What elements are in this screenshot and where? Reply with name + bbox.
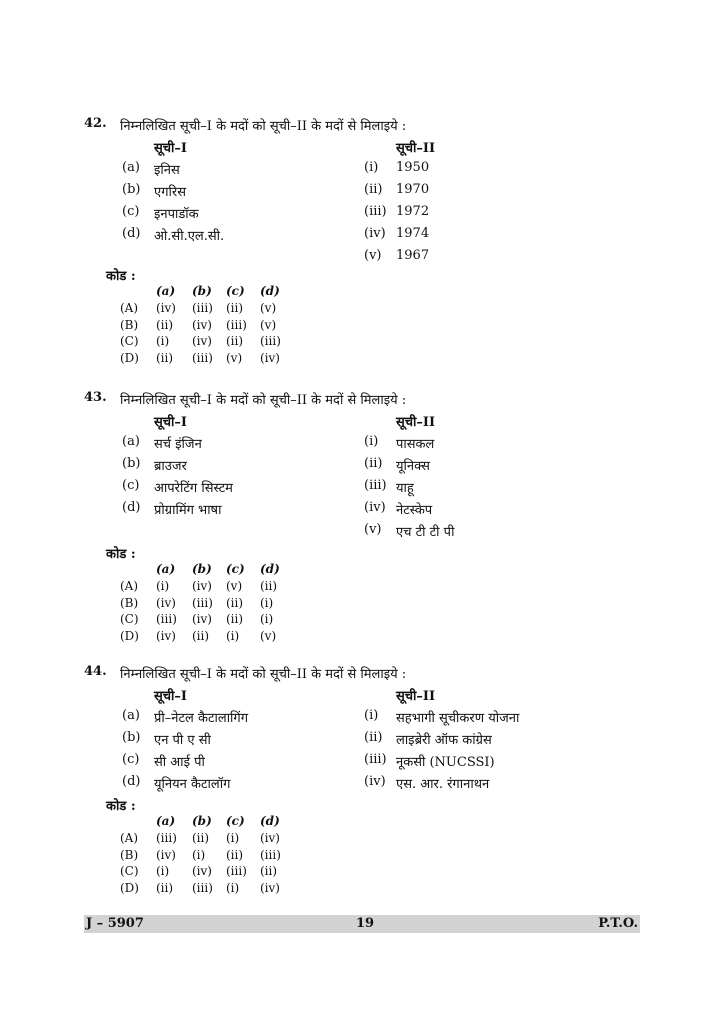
list1-title: सूची–I	[154, 689, 187, 704]
list2-item: पासकल	[396, 437, 435, 452]
code-cell: (v)	[260, 300, 277, 315]
list2-title: सूची–II	[396, 689, 436, 704]
list1-label: (a)	[122, 708, 140, 723]
list2-label: (ii)	[364, 456, 383, 471]
paper-code: J – 5907	[86, 916, 144, 931]
code-cell: (iv)	[192, 317, 212, 332]
code-cell: (i)	[156, 864, 170, 879]
list-row	[84, 226, 644, 248]
list2-item: यूनिक्स	[396, 459, 430, 474]
list-row	[84, 248, 644, 266]
code-cell: (iii)	[226, 864, 247, 879]
code-header: (b)	[192, 284, 212, 298]
code-cell: (i)	[156, 578, 170, 593]
code-cell: (iv)	[156, 847, 176, 862]
code-header: (c)	[226, 562, 245, 576]
code-header: (a)	[156, 284, 176, 298]
list2-label: (v)	[364, 248, 382, 263]
code-cell: (i)	[226, 629, 240, 644]
list1-label: (b)	[122, 182, 141, 197]
list2-title: सूची–II	[396, 141, 436, 156]
code-option: (C)	[120, 334, 139, 349]
question-header	[84, 390, 644, 412]
list2-label: (iii)	[364, 478, 387, 493]
code-cell: (ii)	[260, 864, 278, 879]
code-cell: (v)	[260, 629, 277, 644]
code-header: (b)	[192, 562, 212, 576]
code-cell: (v)	[226, 578, 243, 593]
code-cell: (ii)	[156, 351, 174, 366]
list2-item: एच टी टी पी	[396, 525, 455, 540]
list2-label: (iii)	[364, 204, 387, 219]
list-headers	[84, 138, 644, 160]
code-cell: (iv)	[192, 864, 212, 879]
code-row	[120, 318, 644, 335]
question-text: निम्नलिखित सूची–I के मदों को सूची–II के मदों से मिलाइये :	[120, 393, 407, 408]
code-cell: (i)	[260, 612, 274, 627]
list-headers	[84, 686, 644, 708]
list2-item: नूकसी (NUCSSI)	[396, 755, 495, 770]
code-label: कोड :	[106, 547, 136, 562]
question-number: 42.	[84, 116, 107, 131]
code-cell: (iii)	[192, 300, 213, 315]
code-option: (A)	[120, 830, 139, 845]
code-cell: (iii)	[226, 317, 247, 332]
list1-item: आपरेटिंग सिस्टम	[154, 481, 233, 496]
list-row	[84, 708, 644, 730]
code-cell: (i)	[192, 847, 206, 862]
code-cell: (i)	[156, 334, 170, 349]
list-row	[84, 752, 644, 774]
code-header: (d)	[260, 814, 280, 828]
list2-item: लाइब्रेरी ऑफ कांग्रेस	[396, 733, 492, 748]
list1-label: (c)	[122, 478, 140, 493]
list2-label: (ii)	[364, 730, 383, 745]
page-number: 19	[356, 916, 375, 931]
list1-item: सी आई पी	[154, 755, 205, 770]
code-header: (a)	[156, 562, 176, 576]
list-headers	[84, 412, 644, 434]
code-cell: (iv)	[156, 629, 176, 644]
list2-item: नेटस्केप	[396, 503, 433, 518]
code-option: (B)	[120, 847, 139, 862]
code-row	[120, 629, 644, 646]
code-option: (C)	[120, 612, 139, 627]
list2-item: 1970	[396, 182, 430, 197]
code-table	[120, 562, 644, 646]
list2-title: सूची–II	[396, 415, 436, 430]
code-cell: (i)	[226, 830, 240, 845]
list2-label: (i)	[364, 160, 379, 175]
code-header: (d)	[260, 284, 280, 298]
list1-item: ओ.सी.एल.सी.	[154, 229, 225, 244]
code-option: (A)	[120, 300, 139, 315]
list-row	[84, 522, 644, 544]
list1-item: इनिस	[154, 163, 180, 178]
code-cell: (ii)	[226, 334, 244, 349]
question-header	[84, 664, 644, 686]
list-row	[84, 500, 644, 522]
code-cell: (ii)	[226, 847, 244, 862]
code-cell: (iv)	[192, 578, 212, 593]
code-option: (B)	[120, 317, 139, 332]
list2-label: (iii)	[364, 752, 387, 767]
code-cell: (ii)	[226, 612, 244, 627]
list1-label: (c)	[122, 752, 140, 767]
code-cell: (iv)	[156, 300, 176, 315]
code-row	[120, 881, 644, 898]
list1-item: इनपाडॉक	[154, 207, 199, 222]
question-header	[84, 116, 644, 138]
code-row	[120, 351, 644, 368]
code-row	[120, 848, 644, 865]
list2-label: (iv)	[364, 500, 386, 515]
question-42	[84, 116, 644, 368]
list2-label: (v)	[364, 522, 382, 537]
code-header: (d)	[260, 562, 280, 576]
code-cell: (iii)	[156, 830, 177, 845]
list1-item: यूनियन कैटालॉग	[154, 777, 231, 792]
code-row	[120, 596, 644, 613]
code-cell: (ii)	[226, 595, 244, 610]
question-number: 44.	[84, 664, 107, 679]
code-row	[120, 831, 644, 848]
code-row	[120, 334, 644, 351]
list2-label: (ii)	[364, 182, 383, 197]
list2-item: सहभागी सूचीकरण योजना	[396, 711, 520, 726]
code-option: (D)	[120, 629, 139, 644]
code-cell: (iii)	[192, 351, 213, 366]
code-table	[120, 284, 644, 368]
list-row	[84, 204, 644, 226]
question-text: निम्नलिखित सूची–I के मदों को सूची–II के मदों से मिलाइये :	[120, 667, 407, 682]
list1-item: एन पी ए सी	[154, 733, 211, 748]
question-number: 43.	[84, 390, 107, 405]
code-option: (A)	[120, 578, 139, 593]
list1-label: (a)	[122, 434, 140, 449]
code-option: (C)	[120, 864, 139, 879]
list1-item: एगरिस	[154, 185, 186, 200]
list-row	[84, 160, 644, 182]
list-row	[84, 182, 644, 204]
list2-label: (iv)	[364, 226, 386, 241]
list-row	[84, 730, 644, 752]
code-cell: (ii)	[156, 881, 174, 896]
code-cell: (iii)	[260, 847, 281, 862]
list1-title: सूची–I	[154, 415, 187, 430]
list2-item: 1974	[396, 226, 430, 241]
code-cell: (iv)	[260, 351, 280, 366]
code-row	[120, 301, 644, 318]
list-row	[84, 774, 644, 796]
list1-item: प्रोग्रामिंग भाषा	[154, 503, 222, 518]
code-table	[120, 814, 644, 898]
list1-label: (d)	[122, 774, 141, 789]
pto-label: P.T.O.	[598, 916, 638, 931]
list2-item: 1950	[396, 160, 430, 175]
question-44	[84, 664, 644, 898]
list1-label: (b)	[122, 456, 141, 471]
code-cell: (i)	[260, 595, 274, 610]
code-row	[120, 864, 644, 881]
list1-item: सर्च इंजिन	[154, 437, 202, 452]
code-cell: (iii)	[156, 612, 177, 627]
list2-item: एस. आर. रंगानाथन	[396, 777, 490, 792]
code-header-row	[120, 562, 644, 579]
code-header: (b)	[192, 814, 212, 828]
page-footer	[84, 915, 640, 933]
code-label: कोड :	[106, 799, 136, 814]
code-cell: (ii)	[192, 830, 210, 845]
list2-label: (i)	[364, 708, 379, 723]
question-text: निम्नलिखित सूची–I के मदों को सूची–II के मदों से मिलाइये :	[120, 119, 407, 134]
code-cell: (iii)	[192, 595, 213, 610]
code-header: (c)	[226, 814, 245, 828]
list1-item: ब्राउजर	[154, 459, 187, 474]
list2-item: 1972	[396, 204, 430, 219]
code-row	[120, 579, 644, 596]
list-row	[84, 478, 644, 500]
code-label: कोड :	[106, 269, 136, 284]
code-cell: (v)	[260, 317, 277, 332]
list2-label: (iv)	[364, 774, 386, 789]
code-header-row	[120, 814, 644, 831]
list2-item: 1967	[396, 248, 430, 263]
code-cell: (iv)	[260, 881, 280, 896]
list1-label: (d)	[122, 500, 141, 515]
code-cell: (ii)	[192, 629, 210, 644]
list2-label: (i)	[364, 434, 379, 449]
code-cell: (iv)	[192, 612, 212, 627]
code-cell: (iii)	[192, 881, 213, 896]
code-option: (B)	[120, 595, 139, 610]
list-row	[84, 456, 644, 478]
code-cell: (ii)	[156, 317, 174, 332]
code-cell: (iv)	[192, 334, 212, 349]
code-row	[120, 612, 644, 629]
list1-label: (d)	[122, 226, 141, 241]
list1-item: प्री–नेटल कैटालागिंग	[154, 711, 249, 726]
code-header: (c)	[226, 284, 245, 298]
code-cell: (ii)	[260, 578, 278, 593]
code-header-row	[120, 284, 644, 301]
code-option: (D)	[120, 351, 139, 366]
list1-title: सूची–I	[154, 141, 187, 156]
code-option: (D)	[120, 881, 139, 896]
code-cell: (v)	[226, 351, 243, 366]
code-cell: (i)	[226, 881, 240, 896]
code-cell: (iv)	[260, 830, 280, 845]
code-header: (a)	[156, 814, 176, 828]
code-cell: (ii)	[226, 300, 244, 315]
list1-label: (c)	[122, 204, 140, 219]
code-cell: (iv)	[156, 595, 176, 610]
list2-item: याहू	[396, 481, 414, 496]
list-row	[84, 434, 644, 456]
code-cell: (iii)	[260, 334, 281, 349]
list1-label: (a)	[122, 160, 140, 175]
list1-label: (b)	[122, 730, 141, 745]
question-43	[84, 390, 644, 646]
